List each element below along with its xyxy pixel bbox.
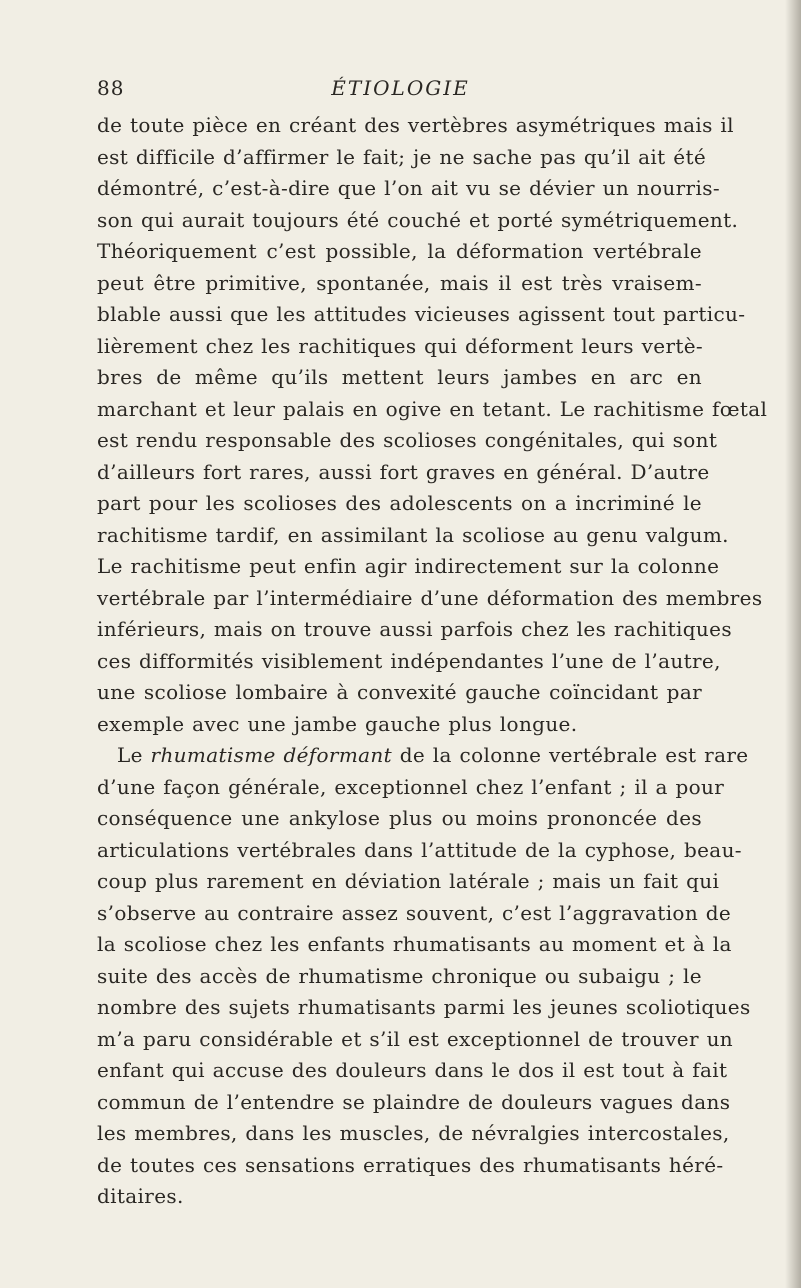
- text-line: est rendu responsable des scolioses congénitales, qui sont: [97, 428, 718, 452]
- text-line: de toutes ces sensations erratiques des rhumatisants héré-: [97, 1152, 724, 1177]
- text-line: s’observe au contraire assez souvent, c’est l’aggravation de: [97, 900, 732, 925]
- text-line: blable aussi que les attitudes vicieuses agissent tout particu-: [97, 302, 746, 326]
- running-title: ÉTIOLOGIE: [331, 76, 470, 100]
- text-line: est difficile d’affirmer le fait; je ne sache pas qu’il ait été: [97, 144, 707, 169]
- text-line: démontré, c’est-à-dire que l’on ait vu se dévier un nourris-: [97, 176, 720, 200]
- text-line: ces difformités visiblement indépendantes l’une de l’autre,: [97, 648, 721, 673]
- text-line: coup plus rarement en déviation latérale ; mais un fait qui: [97, 869, 720, 893]
- text-line: Théoriquement c’est possible, la déformation vertébrale: [97, 239, 702, 263]
- page-number: 88: [97, 76, 125, 100]
- text-line: rachitisme tardif, en assimilant la scoliose au genu valgum.: [97, 522, 729, 547]
- running-head: [97, 76, 704, 106]
- text-line: articulations vertébrales dans l’attitude de la cyphose, beau-: [97, 837, 742, 862]
- text-line: inférieurs, mais on trouve aussi parfois chez les rachitiques: [97, 617, 732, 641]
- text-line: commun de l’entendre se plaindre de douleurs vagues dans: [97, 1089, 731, 1114]
- text-line: d’ailleurs fort rares, aussi fort graves en général. D’autre: [97, 459, 710, 484]
- text-line: lièrement chez les rachitiques qui déforment leurs vertè-: [97, 333, 704, 358]
- text-line: peut être primitive, spontanée, mais il est très vraisem-: [97, 270, 702, 295]
- text-line: son qui aurait toujours été couché et porté symétriquement.: [97, 207, 739, 232]
- text-line: marchant et leur palais en ogive en tetant. Le rachitisme fœtal: [97, 396, 768, 421]
- text-line: conséquence une ankylose plus ou moins prononcée des: [97, 806, 702, 830]
- text-line: de toute pièce en créant des vertèbres asymétriques mais il: [97, 113, 734, 137]
- text-line: Le rachitisme peut enfin agir indirectement sur la colonne: [97, 554, 720, 578]
- text-line: m’a paru considérable et s’il est exceptionnel de trouver un: [97, 1026, 734, 1051]
- text-line: bres de même qu’ils mettent leurs jambes en arc en: [97, 365, 702, 389]
- lead-text: Le: [117, 743, 151, 767]
- text-line: les membres, dans les muscles, de névralgies intercostales,: [97, 1121, 730, 1145]
- text-line: d’une façon générale, exceptionnel chez l’enfant ; il a pour: [97, 774, 725, 799]
- text-line: exemple avec une jambe gauche plus longue.: [97, 711, 578, 736]
- paragraph-opening-line: [97, 740, 749, 772]
- lead-rest-text: de la colonne vertébrale est rare: [392, 743, 749, 767]
- page-edge-shadow: [785, 0, 801, 1288]
- text-line: suite des accès de rhumatisme chronique ou subaigu ; le: [97, 963, 702, 988]
- text-line: vertébrale par l’intermédiaire d’une déformation des membres: [97, 585, 763, 610]
- text-line: part pour les scolioses des adolescents on a incriminé le: [97, 491, 702, 515]
- body-text: [97, 110, 768, 1213]
- text-line: la scoliose chez les enfants rhumatisants au moment et à la: [97, 932, 732, 956]
- text-line: ditaires.: [97, 1184, 184, 1208]
- text-line: enfant qui accuse des douleurs dans le dos il est tout à fait: [97, 1058, 728, 1082]
- text-line: nombre des sujets rhumatisants parmi les jeunes scoliotiques: [97, 995, 751, 1019]
- text-line: une scoliose lombaire à convexité gauche coïncidant par: [97, 680, 702, 704]
- italic-term: rhumatisme déformant: [150, 743, 393, 767]
